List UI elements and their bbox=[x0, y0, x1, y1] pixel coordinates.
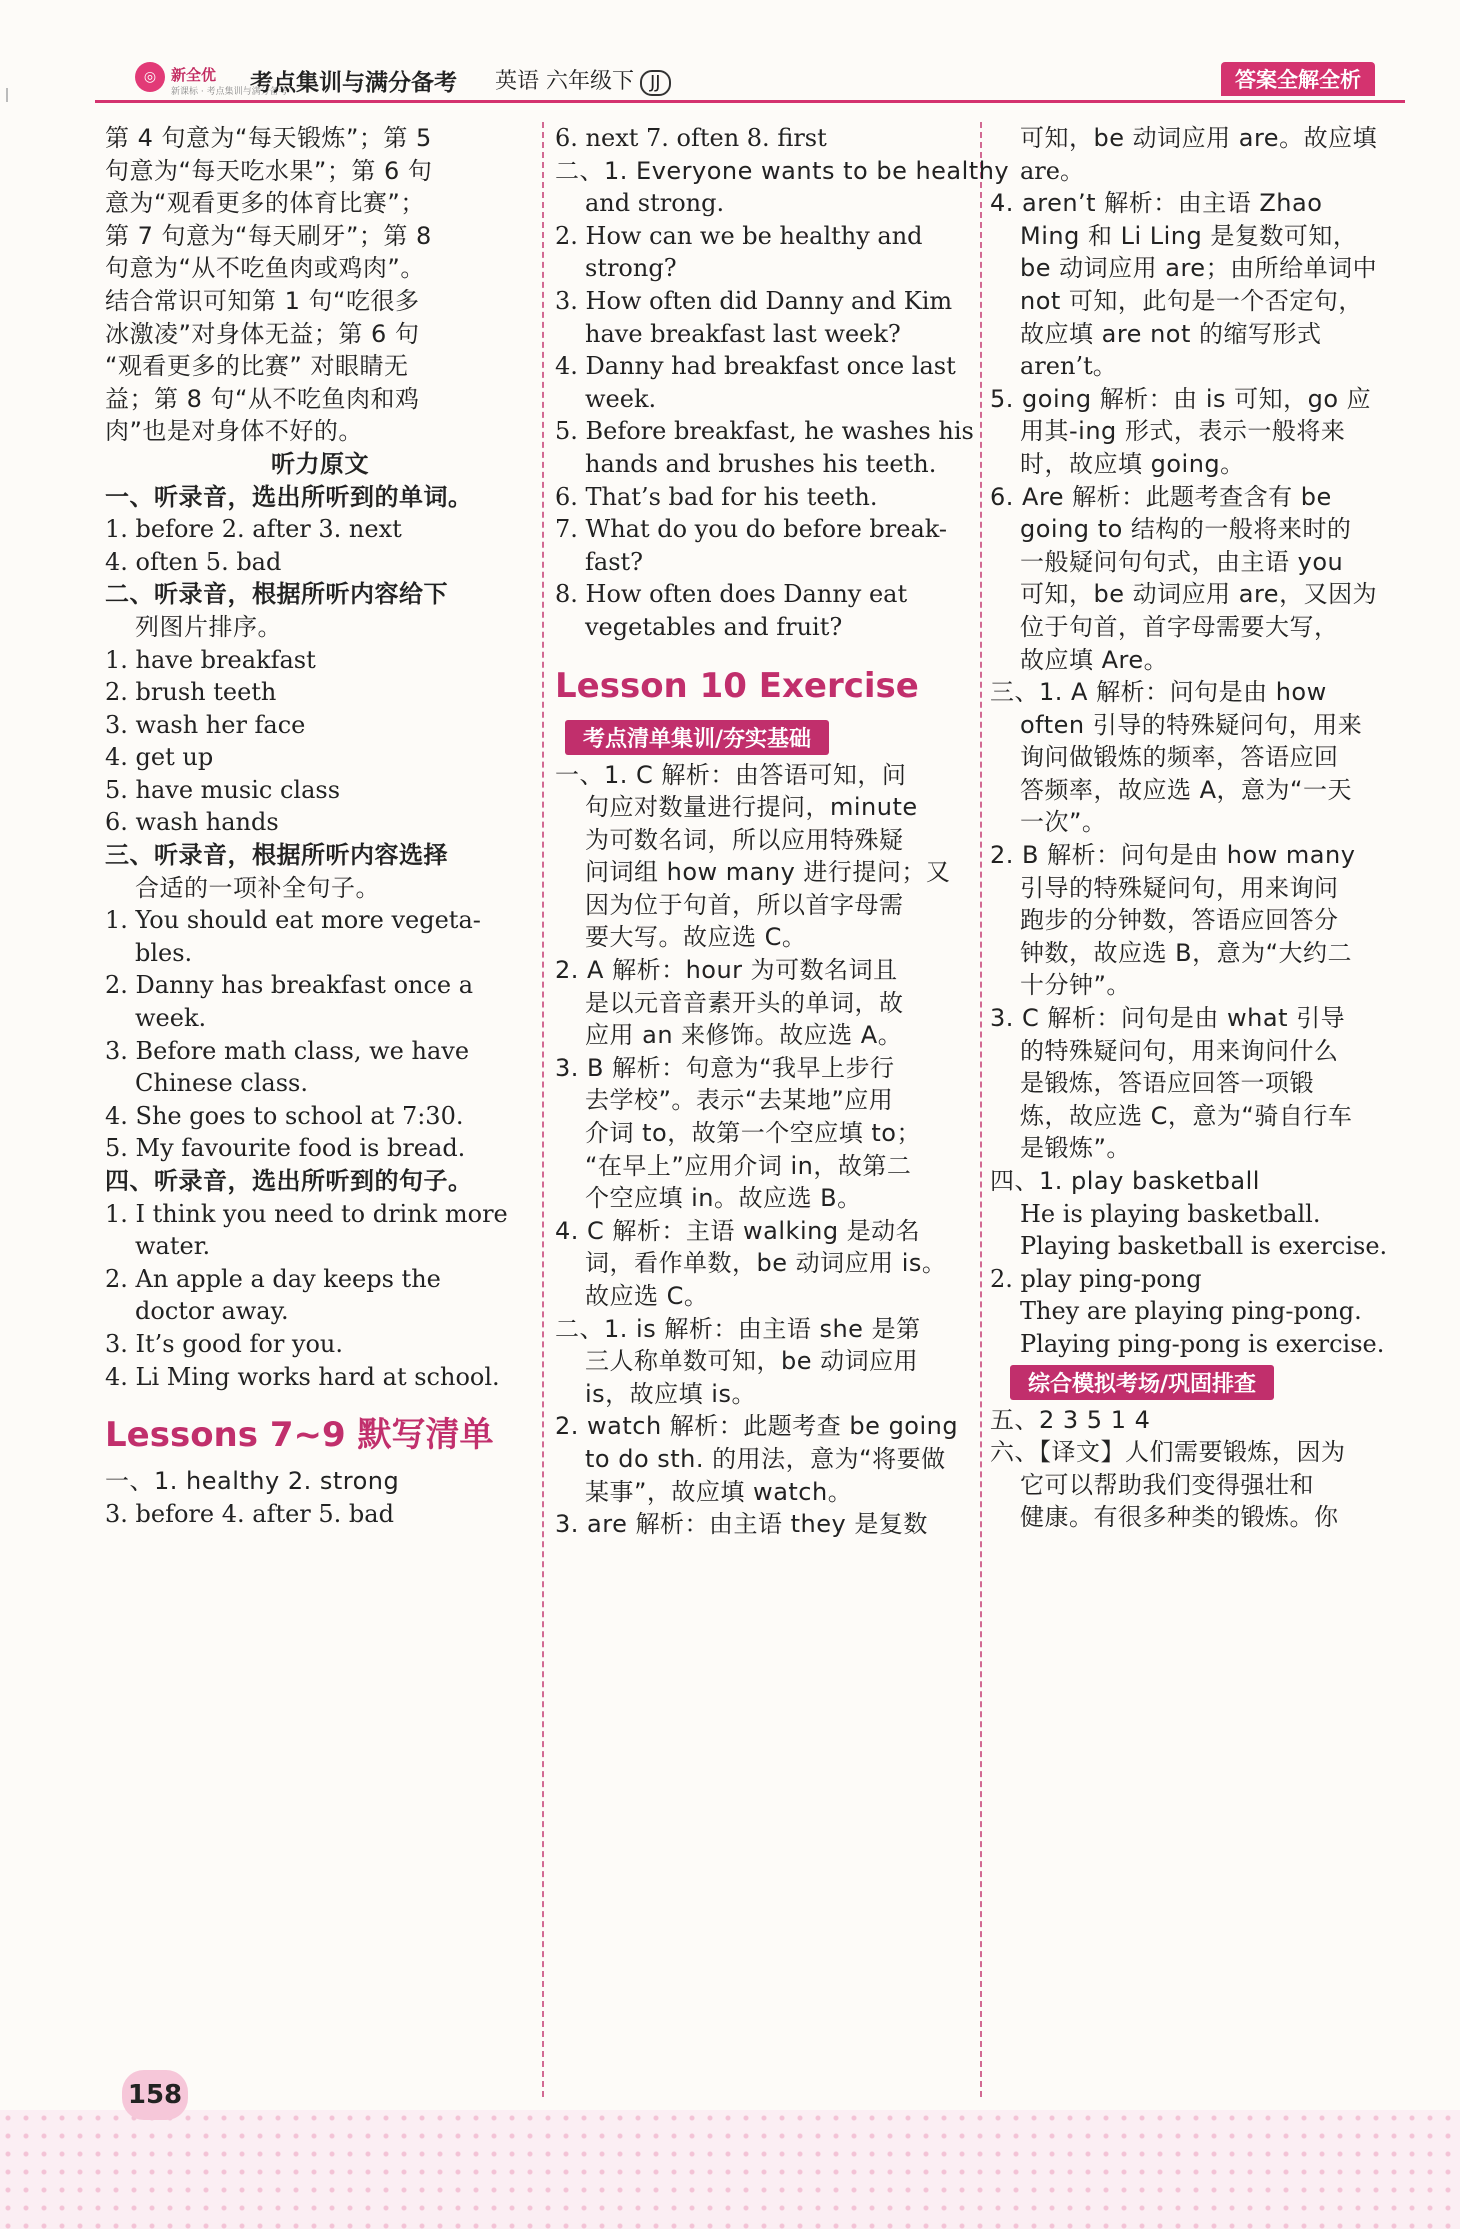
listening-script-heading: 听力原文 bbox=[271, 449, 369, 478]
text-line: 6. next 7. often 8. first bbox=[555, 124, 827, 152]
text-line: have breakfast last week? bbox=[585, 319, 901, 348]
text-line: 结合常识可知第 1 句“吃很多 bbox=[105, 286, 420, 315]
text-line: 3. It’s good for you. bbox=[105, 1329, 344, 1358]
text-line: 2. Danny has breakfast once a bbox=[105, 971, 474, 1000]
text-line: 故应填 Are。 bbox=[1020, 645, 1169, 674]
text-line: 为可数名词，所以应用特殊疑 bbox=[585, 825, 904, 854]
text-line: 2. An apple a day keeps the bbox=[105, 1264, 441, 1293]
text-line: 肉”也是对身体不好的。 bbox=[105, 417, 363, 446]
text-line: 五、2 3 5 1 4 bbox=[990, 1405, 1151, 1434]
text-line: 因为位于句首，所以首字母需 bbox=[585, 890, 904, 919]
text-line: 应用 an 来修饰。故应选 A。 bbox=[585, 1021, 903, 1050]
text-line: He is playing basketball. bbox=[1020, 1199, 1321, 1228]
text-line: 四、1. play basketball bbox=[990, 1167, 1260, 1195]
text-line: 的特殊疑问句，用来询问什么 bbox=[1020, 1036, 1339, 1065]
text-line: 4. often 5. bad bbox=[105, 547, 282, 576]
text-line: going to 结构的一般将来时的 bbox=[1020, 515, 1352, 544]
text-line: 是锻炼”。 bbox=[1020, 1134, 1131, 1163]
text-line: 3. Before math class, we have bbox=[105, 1036, 470, 1065]
text-line: 三、1. A 解析：问句是由 how bbox=[990, 678, 1327, 707]
text-line: 3. are 解析：由主语 they 是复数 bbox=[555, 1510, 928, 1539]
lessons-7-9-title: Lessons 7~9 默写清单 bbox=[105, 1415, 494, 1456]
text-line: week. bbox=[135, 1004, 207, 1033]
text-line: doctor away. bbox=[135, 1297, 289, 1326]
text-line: 时，故应填 going。 bbox=[1020, 449, 1245, 478]
text-line: strong? bbox=[585, 254, 677, 283]
column-2 bbox=[555, 122, 1010, 1541]
text-line: 合适的一项补全句子。 bbox=[135, 873, 380, 902]
exercise-answers-continued bbox=[990, 122, 1410, 1361]
text-line: 意为“观看更多的体育比赛”； bbox=[105, 189, 425, 218]
review-answers bbox=[990, 1404, 1410, 1534]
text-line: 一、1. healthy 2. strong bbox=[105, 1467, 400, 1496]
text-line: 1. You should eat more vegeta- bbox=[105, 906, 481, 935]
listening-script bbox=[105, 481, 535, 1394]
text-line: be 动词应用 are；由所给单词中 bbox=[1020, 254, 1378, 283]
text-line: 冰激凌”对身体无益；第 6 句 bbox=[105, 319, 420, 348]
text-line: 健康。有很多种类的锻炼。你 bbox=[1020, 1503, 1339, 1532]
text-line: 一般疑问句句式，由主语 you bbox=[1020, 547, 1344, 576]
text-line: 一、1. C 解析：由答语可知，问 bbox=[555, 760, 907, 789]
text-line: 2. A 解析：hour 为可数名词且 bbox=[555, 956, 898, 985]
text-line: bles. bbox=[135, 938, 193, 967]
text-line: 2. B 解析：问句是由 how many bbox=[990, 841, 1356, 870]
text-line: “观看更多的比赛” 对眼睛无 bbox=[105, 352, 409, 381]
text-line: 2. How can we be healthy and bbox=[555, 221, 923, 250]
dictation-continued bbox=[555, 122, 1010, 644]
text-line: not 可知，此句是一个否定句， bbox=[1020, 286, 1363, 315]
brand-logo: ◎ bbox=[135, 62, 165, 92]
text-line: 6. Are 解析：此题考查含有 be bbox=[990, 482, 1332, 511]
text-line: 3. C 解析：问句是由 what 引导 bbox=[990, 1004, 1346, 1033]
section-banner-review: 综合模拟考场/巩固排查 bbox=[1010, 1365, 1274, 1400]
text-line: Chinese class. bbox=[135, 1069, 308, 1098]
text-line: 一、听录音，选出所听到的单词。 bbox=[105, 482, 473, 511]
text-line: 4. get up bbox=[105, 743, 214, 772]
text-line: 二、1. Everyone wants to be healthy bbox=[555, 156, 1010, 185]
edition-badge: JJ bbox=[640, 70, 671, 96]
book-subject bbox=[495, 64, 671, 96]
text-line: 句意为“从不吃鱼肉或鸡肉”。 bbox=[105, 254, 425, 283]
brand-name: 新全优 bbox=[171, 66, 217, 84]
text-line: 6. wash hands bbox=[105, 808, 279, 837]
text-line: 四、听录音，选出所听到的句子。 bbox=[105, 1167, 473, 1195]
text-line: 2. watch 解析：此题考查 be going bbox=[555, 1412, 959, 1441]
margin-mark bbox=[6, 88, 8, 102]
text-line: often 引导的特殊疑问句，用来 bbox=[1020, 710, 1363, 739]
text-line: 跑步的分钟数，答语应回答分 bbox=[1020, 906, 1339, 935]
text-line: Playing ping-pong is exercise. bbox=[1020, 1329, 1385, 1358]
text-line: 三、听录音，根据所听内容选择 bbox=[105, 841, 448, 870]
text-line: 4. Li Ming works hard at school. bbox=[105, 1362, 500, 1391]
subject-text: 英语 六年级下 bbox=[495, 69, 634, 94]
text-line: 个空应填 in。故应选 B。 bbox=[585, 1184, 862, 1213]
text-line: 4. C 解析：主语 walking 是动名 bbox=[555, 1216, 921, 1245]
text-line: 三人称单数可知，be 动词应用 bbox=[585, 1347, 919, 1376]
text-line: 问词组 how many 进行提问；又 bbox=[585, 858, 951, 887]
page-number: 158 bbox=[122, 2070, 188, 2120]
text-line: 二、1. is 解析：由主语 she 是第 bbox=[555, 1314, 921, 1343]
text-line: 4. She goes to school at 7:30. bbox=[105, 1101, 464, 1130]
header-rule bbox=[95, 100, 1405, 103]
text-line: 句应对数量进行提问，minute bbox=[585, 793, 918, 822]
text-line: 故应填 are not 的缩写形式 bbox=[1020, 319, 1322, 348]
text-line: 二、听录音，根据所听内容给下 bbox=[105, 580, 448, 609]
text-line: 5. Before breakfast, he washes his bbox=[555, 417, 974, 446]
text-line: 一次”。 bbox=[1020, 808, 1107, 837]
text-line: hands and brushes his teeth. bbox=[585, 449, 937, 478]
text-line: 1. I think you need to drink more bbox=[105, 1199, 508, 1228]
text-line: 是锻炼，答语应回答一项锻 bbox=[1020, 1069, 1314, 1098]
text-line: and strong. bbox=[585, 189, 725, 218]
text-line: 要大写。故应选 C。 bbox=[585, 923, 807, 952]
text-line: 列图片排序。 bbox=[135, 612, 282, 641]
text-line: 5. have music class bbox=[105, 775, 341, 804]
text-line: 益；第 8 句“从不吃鱼肉和鸡 bbox=[105, 384, 420, 413]
text-line: 第 7 句意为“每天刷牙”；第 8 bbox=[105, 221, 432, 250]
column-divider-1 bbox=[542, 122, 544, 2097]
text-line: 1. before 2. after 3. next bbox=[105, 515, 402, 544]
text-line: 3. wash her face bbox=[105, 710, 306, 739]
text-line: 3. B 解析：句意为“我早上步行 bbox=[555, 1053, 895, 1082]
text-line: 故应选 C。 bbox=[585, 1282, 709, 1310]
text-line: vegetables and fruit? bbox=[585, 612, 843, 641]
exercise-answers bbox=[555, 759, 975, 1541]
text-line: 1. have breakfast bbox=[105, 645, 316, 674]
text-line: 可知，be 动词应用 are，又因为 bbox=[1020, 580, 1378, 609]
text-line: 4. aren’t 解析：由主语 Zhao bbox=[990, 189, 1323, 218]
text-line: 答频率，故应选 A，意为“一天 bbox=[1020, 775, 1352, 804]
text-line: 8. How often does Danny eat bbox=[555, 580, 908, 609]
text-line: Playing basketball is exercise. bbox=[1020, 1232, 1388, 1261]
text-line: 是以元音音素开头的单词，故 bbox=[585, 988, 904, 1017]
text-line: 7. What do you do before break- bbox=[555, 515, 947, 544]
text-line: to do sth. 的用法，意为“将要做 bbox=[585, 1444, 946, 1473]
analysis-continued bbox=[105, 122, 535, 448]
text-line: 六、【译文】人们需要锻炼，因为 bbox=[990, 1438, 1346, 1467]
text-line: water. bbox=[135, 1232, 211, 1261]
text-line: 5. going 解析：由 is 可知，go 应 bbox=[990, 384, 1372, 413]
text-line: 4. Danny had breakfast once last bbox=[555, 352, 956, 381]
text-line: is，故应填 is。 bbox=[585, 1379, 756, 1408]
text-line: 位于句首，首字母需要大写， bbox=[1020, 612, 1339, 641]
brand-subtitle: 新课标 · 考点集训与满分备考 bbox=[171, 87, 288, 97]
lesson-10-title: Lesson 10 Exercise bbox=[555, 665, 919, 706]
text-line: 炼，故应选 C，意为“骑自行车 bbox=[1020, 1101, 1353, 1130]
text-line: They are playing ping-pong. bbox=[1020, 1297, 1362, 1326]
text-line: 句意为“每天吃水果”；第 6 句 bbox=[105, 156, 433, 185]
answer-key-tab: 答案全解全析 bbox=[1221, 62, 1375, 96]
page-footer bbox=[0, 2110, 1460, 2229]
text-line: 询问做锻炼的频率，答语应回 bbox=[1020, 743, 1339, 772]
text-line: 3. How often did Danny and Kim bbox=[555, 286, 953, 315]
text-line: Ming 和 Li Ling 是复数可知， bbox=[1020, 221, 1358, 250]
text-line: 介词 to，故第一个空应填 to； bbox=[585, 1119, 921, 1148]
text-line: 用其-ing 形式，表示一般将来 bbox=[1020, 417, 1346, 446]
text-line: fast? bbox=[585, 547, 644, 576]
text-line: 词，看作单数，be 动词应用 is。 bbox=[585, 1249, 947, 1278]
book-title: 考点集训与满分备考 bbox=[250, 70, 457, 96]
text-line: “在早上”应用介词 in，故第二 bbox=[585, 1151, 912, 1180]
text-line: 十分钟”。 bbox=[1020, 971, 1131, 1000]
text-line: 2. brush teeth bbox=[105, 678, 277, 707]
text-line: 它可以帮助我们变得强壮和 bbox=[1020, 1470, 1314, 1499]
text-line: aren’t。 bbox=[1020, 352, 1117, 381]
text-line: 2. play ping-pong bbox=[990, 1264, 1202, 1293]
text-line: 某事”，故应填 watch。 bbox=[585, 1477, 853, 1506]
text-line: 5. My favourite food is bread. bbox=[105, 1134, 466, 1163]
dictation-list bbox=[105, 1465, 535, 1530]
text-line: 钟数，故应选 B，意为“大约二 bbox=[1020, 938, 1353, 967]
column-1 bbox=[105, 122, 535, 1530]
column-divider-2 bbox=[980, 122, 982, 2097]
text-line: week. bbox=[585, 384, 657, 413]
text-line: 引导的特殊疑问句，用来询问 bbox=[1020, 873, 1339, 902]
page-header bbox=[95, 62, 1405, 100]
text-line: 可知，be 动词应用 are。故应填 bbox=[1020, 124, 1378, 152]
text-line: 6. That’s bad for his teeth. bbox=[555, 482, 878, 511]
text-line: 3. before 4. after 5. bad bbox=[105, 1499, 394, 1528]
column-3 bbox=[990, 122, 1410, 1534]
text-line: 去学校”。表示“去某地”应用 bbox=[585, 1086, 894, 1115]
text-line: are。 bbox=[1020, 156, 1084, 185]
section-banner-basics: 考点清单集训/夯实基础 bbox=[565, 720, 829, 755]
text-line: 第 4 句意为“每天锻炼”；第 5 bbox=[105, 124, 432, 152]
